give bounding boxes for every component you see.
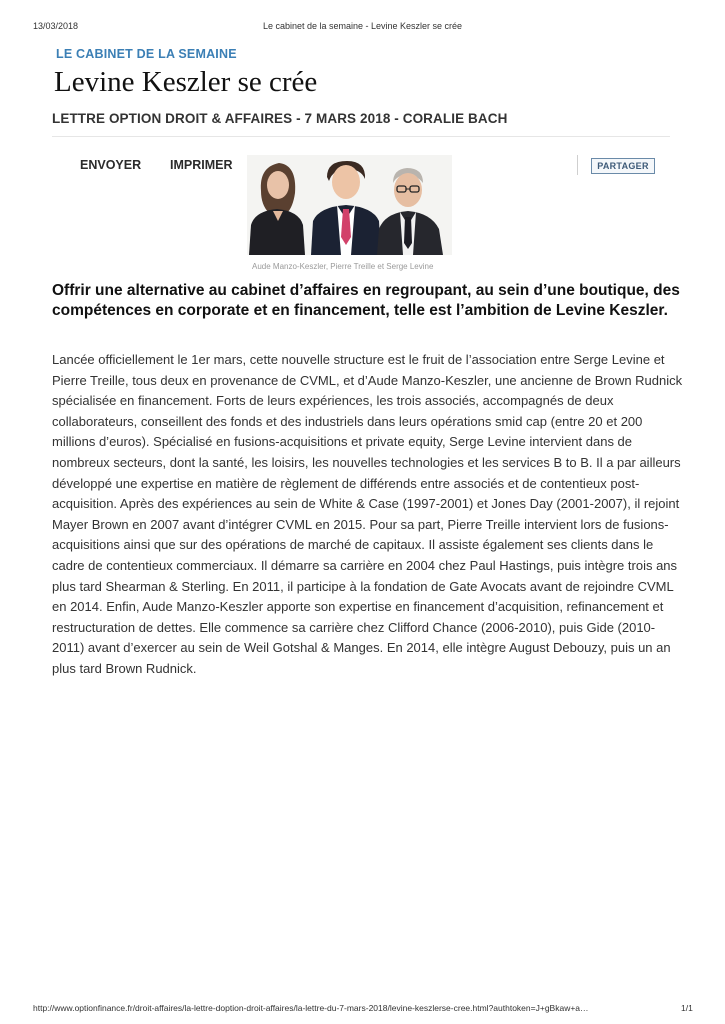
article-byline: LETTRE OPTION DROIT & AFFAIRES - 7 MARS 2018 - CORALIE BACH (52, 111, 508, 126)
print-date: 13/03/2018 (33, 21, 79, 31)
send-button[interactable]: ENVOYER (80, 158, 142, 172)
share-button[interactable]: PARTAGER (591, 158, 655, 174)
section-kicker[interactable]: LE CABINET DE LA SEMAINE (56, 47, 237, 61)
article-lead: Offrir une alternative au cabinet d’affaires en regroupant, au sein d’une boutique, des compétences en corporate et en financement, telle est l’ambition de Levine Keszler. (52, 282, 680, 319)
print-page-title: Le cabinet de la semaine - Levine Keszler se crée (262, 21, 463, 31)
header-divider (52, 136, 670, 137)
print-button[interactable]: IMPRIMER (170, 158, 233, 172)
print-url: http://www.optionfinance.fr/droit-affaires/la-lettre-doption-droit-affaires/la-lettre-du-7-mars-2018/levine-keszlerse-cree.html?authtoken=J+gBkaw+a… (33, 1003, 589, 1013)
photo-caption: Aude Manzo-Keszler, Pierre Treille et Serge Levine (252, 262, 434, 271)
article-body: Lancée officiellement le 1er mars, cette nouvelle structure est le fruit de l’association entre Serge Levine et Pierre Treille, tous deux en provenance de CVML, et d’Aude Manzo-Keszler, une ancienne de Brown Rudnick spécialisée en financement. Forts de leurs expériences, les trois associés, accompagnés de deux collaborateurs, conseillent des fonds et des industriels dans leurs opérations smid cap (entre 20 et 200 millions d’euros). Spécialisé en fusions-acquisitions et private equity, Serge Levine intervient dans de nombreux secteurs, dont la santé, les loisirs, les nouvelles technologies et les services B to B. Il a par ailleurs développé une expertise en matière de règlement de différends entre associés et de contentieux post-acquisition. Après des expériences au sein de White & Case (1997-2001) et Jones Day (2001-2007), il rejoint Mayer Brown en 2007 avant d’intégrer CVML en 2015. Pour sa part, Pierre Treille intervient lors de fusions-acquisitions ainsi que sur des opérations de marché de capitaux. Il assiste également ses clients dans le cadre de contentieux commerciaux. Il démarre sa carrière en 2004 chez Paul Hastings, puis intègre trois ans plus tard Shearman & Sterling. En 2011, il participe à la fondation de Gate Avocats avant de rejoindre CVML en 2014. Enfin, Aude Manzo-Keszler apporte son expertise en financement d’acquisition, refinancement et restructuration de dettes. Elle commence sa carrière chez Clifford Chance (2006-2010), puis Gide (2010-2011) avant d’exercer au sein de Weil Gotshal & Manges. En 2014, elle intègre August Debouzy, puis un an plus tard Brown Rudnick. (52, 352, 683, 676)
article-headline: Levine Keszler se crée (54, 66, 318, 98)
partners-photo (247, 155, 452, 255)
print-page-number: 1/1 (681, 1003, 693, 1013)
